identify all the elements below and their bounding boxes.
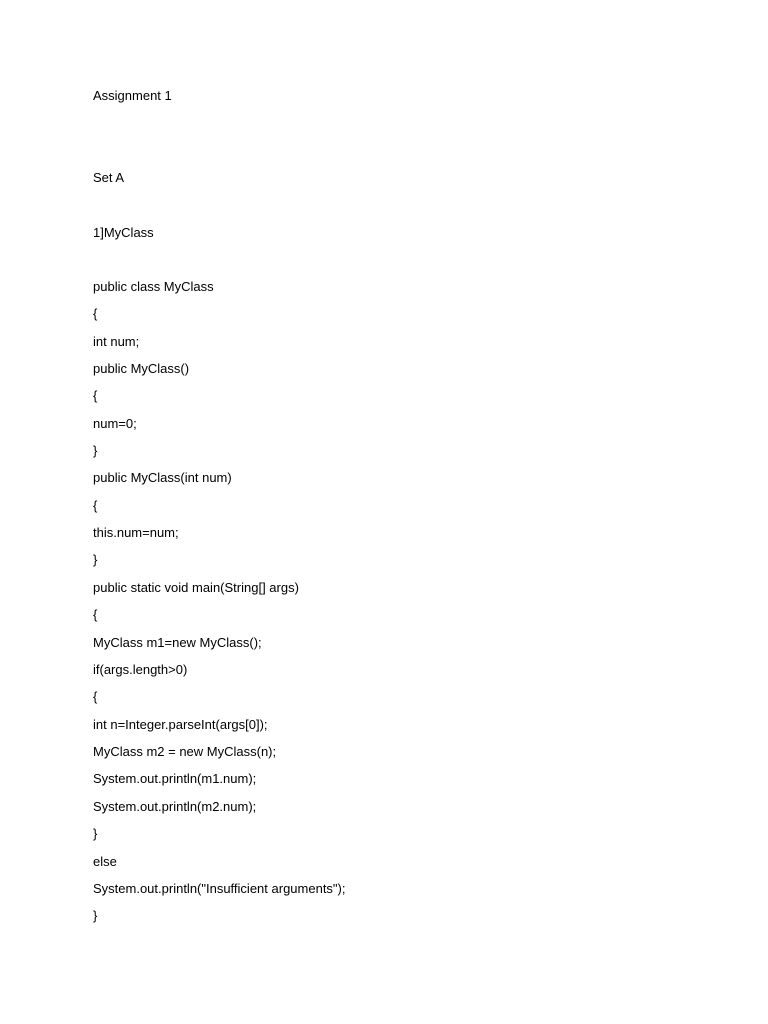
code-line: num=0; bbox=[93, 416, 137, 431]
code-line: if(args.length>0) bbox=[93, 662, 188, 677]
code-line: } bbox=[93, 826, 98, 841]
program-heading: 1]MyClass bbox=[93, 225, 154, 240]
code-line: System.out.println(m2.num); bbox=[93, 799, 257, 814]
code-line: { bbox=[93, 498, 98, 513]
code-line: MyClass m2 = new MyClass(n); bbox=[93, 744, 277, 759]
section-heading: Set A bbox=[93, 170, 125, 185]
code-line: public class MyClass bbox=[93, 279, 214, 294]
code-line: } bbox=[93, 443, 98, 458]
code-line: public MyClass(int num) bbox=[93, 470, 232, 485]
code-line: System.out.println(m1.num); bbox=[93, 771, 257, 786]
code-line: this.num=num; bbox=[93, 525, 179, 540]
code-line: public static void main(String[] args) bbox=[93, 580, 299, 595]
code-line: { bbox=[93, 306, 98, 321]
code-line: } bbox=[93, 552, 98, 567]
code-line: MyClass m1=new MyClass(); bbox=[93, 635, 262, 650]
code-line: else bbox=[93, 854, 117, 869]
code-line: { bbox=[93, 689, 98, 704]
code-line: public MyClass() bbox=[93, 361, 190, 376]
code-line: { bbox=[93, 607, 98, 622]
document-title: Assignment 1 bbox=[93, 88, 172, 103]
code-line: System.out.println("Insufficient arguments"); bbox=[93, 881, 346, 896]
code-line: int n=Integer.parseInt(args[0]); bbox=[93, 717, 268, 732]
code-line: { bbox=[93, 388, 98, 403]
code-line: } bbox=[93, 908, 98, 923]
code-line: int num; bbox=[93, 334, 140, 349]
